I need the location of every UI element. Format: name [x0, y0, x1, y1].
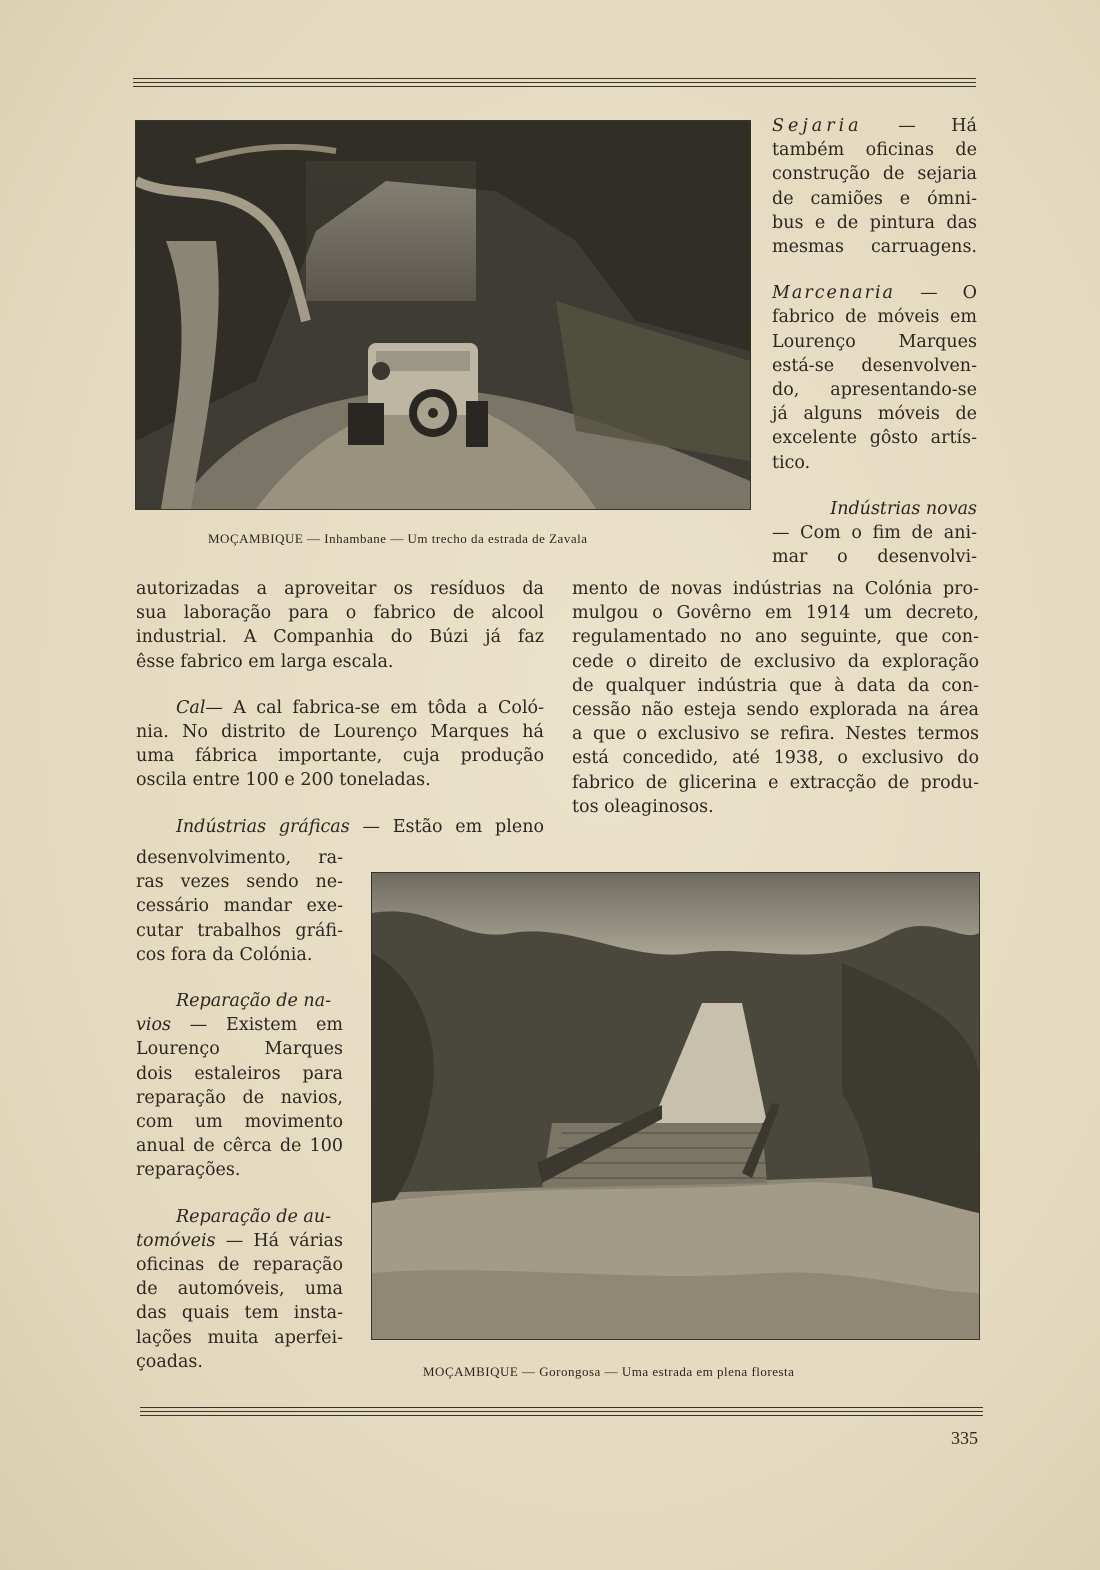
graficas-title: Indústrias gráficas	[176, 816, 350, 837]
photo2-caption: MOÇAMBIQUE — Gorongosa — Uma estrada em plena floresta	[423, 1364, 795, 1379]
photo-inhambane-road	[135, 120, 751, 510]
top-double-rule	[133, 78, 976, 90]
sejaria-title: Sejaria	[772, 116, 863, 136]
bottom-double-rule	[140, 1407, 983, 1419]
automoveis-title: Reparação de au-	[176, 1206, 332, 1227]
cal-title: Cal	[176, 697, 206, 718]
right-middle-column: mento de novas indústrias na Colónia pro- mulgou o Govêrno em 1914 um decreto, regulamentado no ano seguinte, que con- cede o direito de exclusivo da exploração de qualquer indústria que à data da con- cessão não esteja sendo explorada na área a que o exclusivo se refira. Nestes termos está concedido, até 1938, o exclusivo do fabrico de glicerina e extracção de produ- tos oleaginosos.	[572, 579, 979, 817]
industrias-novas-title: Indústrias novas	[830, 498, 977, 519]
left-column-upper: autorizadas a aproveitar os resíduos da sua laboração para o fabrico de alcool industrial. A Companhia do Búzi já faz êsse fabrico em larga escala. Cal— A cal fabrica-se em tôda a Coló- nia. No distrito de Lourenço Marques há uma fábrica importante, cuja produção oscila entre 100 e 200 toneladas. Indústrias gráficas — Estão em pleno	[136, 577, 544, 839]
right-top-column: Sejaria — Há também oficinas de construção de sejaria de camiões e ómni- bus e de pintura das mesmas carruagens. Marcenaria — O fabrico de móveis em Lourenço Marques está-se desenvolven- do, apresentando-se já alguns móveis de excelente gôsto artís- tico. Indústrias novas — Com o fim de ani- mar o desenvolvi-	[772, 116, 977, 568]
marcenaria-title: Marcenaria	[772, 283, 895, 304]
navios-title: Reparação de na-	[176, 991, 332, 1012]
marcenaria-heading-line: Marcenaria — O	[772, 283, 977, 304]
graficas-heading-line: Indústrias gráficas — Estão em pleno	[176, 816, 544, 837]
sejaria-heading-line: Sejaria — Há	[772, 116, 977, 136]
photo-gorongosa-road	[371, 872, 980, 1340]
page-number: 335	[951, 1428, 978, 1448]
left-column-narrow: desenvolvimento, ra- ras vezes sendo ne- cessário mandar exe- cutar trabalhos gráfi- cos fora da Colónia. Reparação de na- vios — Existem em Lourenço Marques dois estaleiros para reparação de navios, com um movimento anual de cêrca de 100 reparações. Reparação de au- tomóveis — Há várias oficinas de reparação de automóveis, uma das quais tem insta- lações muita aperfei- çoadas.	[136, 848, 343, 1372]
photo1-caption: MOÇAMBIQUE — Inhambane — Um trecho da estrada de Zavala	[208, 531, 588, 546]
cal-heading-line: Cal— A cal fabrica-se em tôda a Coló-	[176, 697, 544, 718]
